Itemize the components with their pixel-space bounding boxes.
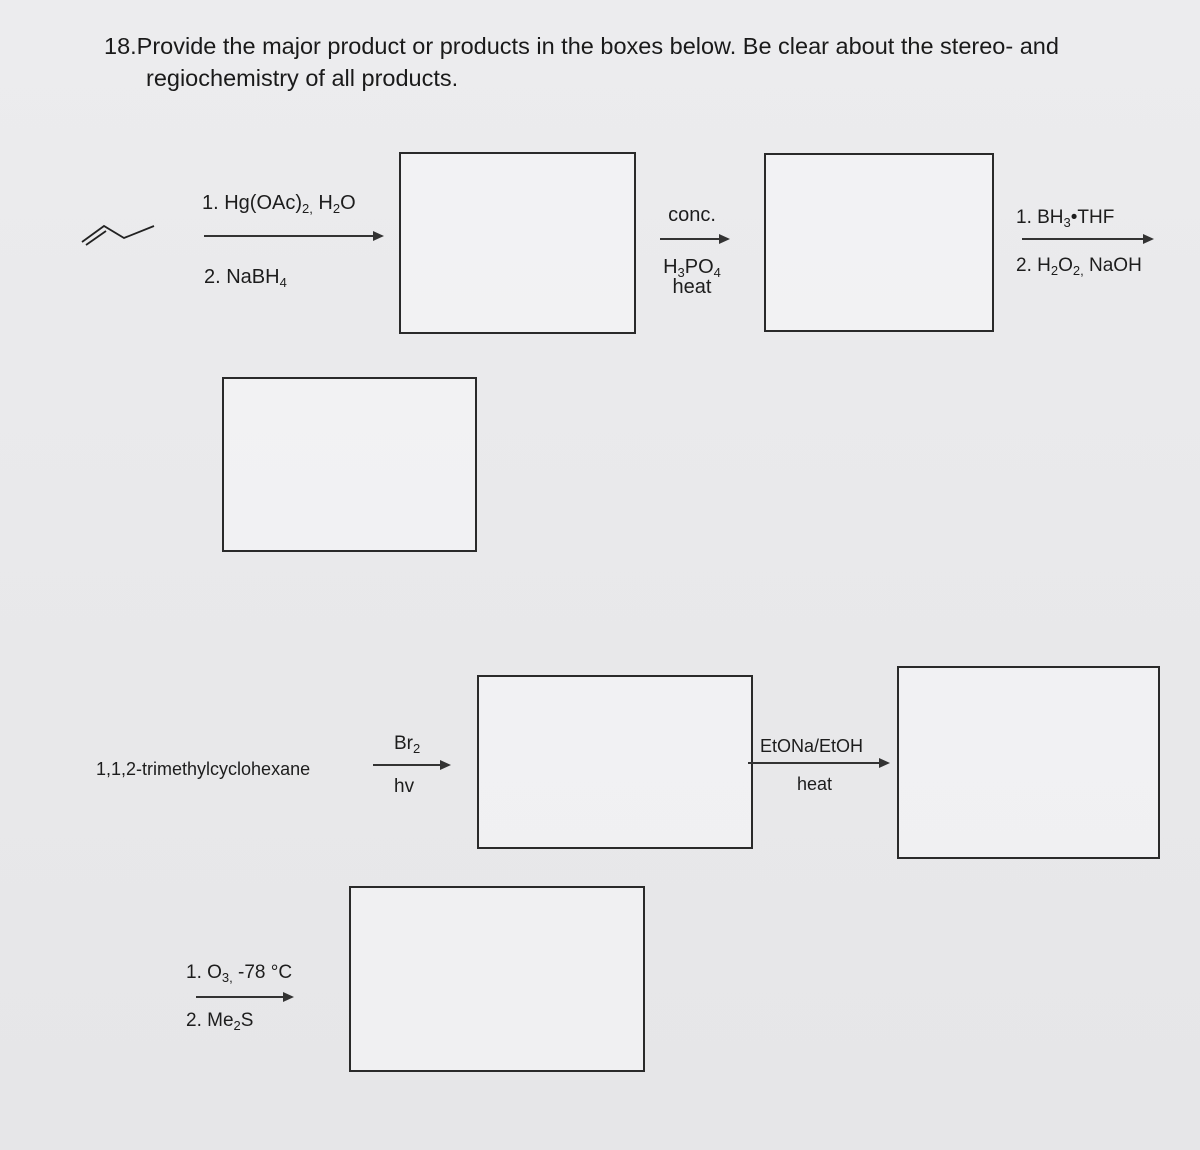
question-number: 18. <box>104 33 137 59</box>
reaction5-reagent: EtONa/EtOH <box>760 736 864 756</box>
question-line-1: Provide the major product or products in the boxes below. Be clear about the stereo- and <box>136 33 1059 59</box>
answer-box-5[interactable] <box>897 666 1160 859</box>
reaction3-arrow <box>1022 238 1152 240</box>
question-text <box>104 30 1059 94</box>
alkene-skeletal-structure-icon <box>80 218 170 248</box>
reaction2-arrow <box>660 238 728 240</box>
reaction4-condition: hv <box>394 776 415 797</box>
reaction6-step1: 1. $O_{3,}$ -78 °C <box>186 962 293 985</box>
question-line-2: regiochemistry of all products. <box>146 65 459 91</box>
reaction6-arrow <box>196 996 292 998</box>
reaction4-arrow <box>373 764 449 766</box>
reaction1-step2: 2. NaBH$_4$ <box>204 266 287 290</box>
reaction5-condition: heat <box>797 774 833 794</box>
answer-box-1[interactable] <box>399 152 636 334</box>
reaction4-substrate: 1,1,2-trimethylcyclohexane <box>96 759 311 779</box>
reaction6-step2: 2. $Me_2S$ <box>186 1010 254 1033</box>
reaction5-arrow <box>748 762 888 764</box>
answer-box-4[interactable] <box>477 675 753 849</box>
reaction3-step1: 1. $BH_3•THF$ <box>1016 207 1115 230</box>
reaction1-step1: 1. $Hg(OAc)_{2,}$ $H_2O$ <box>202 192 356 216</box>
reaction1-arrow <box>204 235 382 237</box>
reaction2-line1: conc. <box>668 204 716 226</box>
reaction4-reagent: $Br_2$ <box>394 733 421 756</box>
reaction3-step2: 2. $H_2O_{2,}$ NaOH <box>1016 255 1142 278</box>
reaction2-line2: $H_3PO_4$ <box>663 256 721 280</box>
answer-box-2[interactable] <box>764 153 994 332</box>
reaction2-line3: heat <box>672 276 712 298</box>
answer-box-6[interactable] <box>349 886 645 1072</box>
answer-box-3[interactable] <box>222 377 477 552</box>
